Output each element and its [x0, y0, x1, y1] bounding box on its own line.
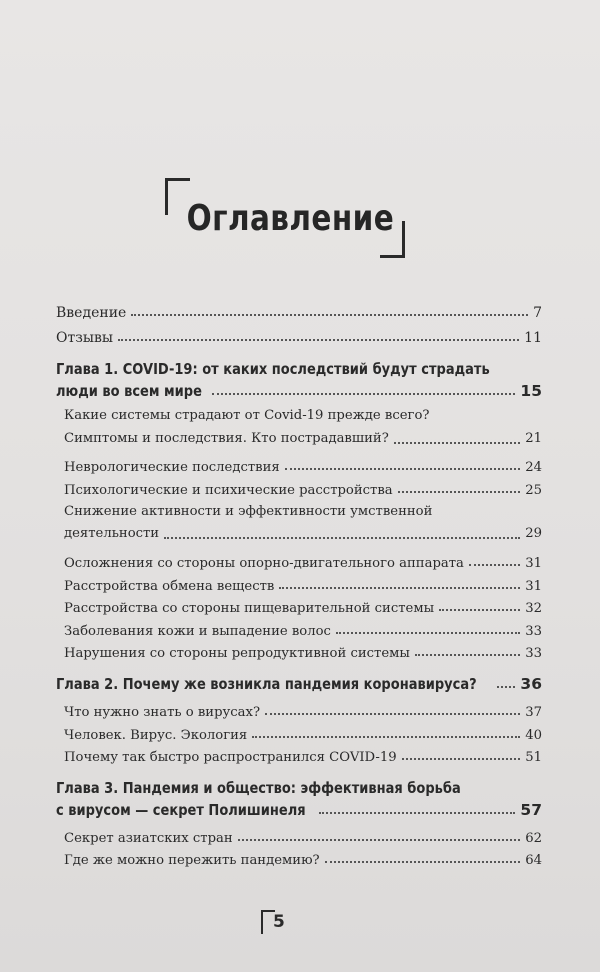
- toc-section[interactable]: [64, 571, 542, 594]
- section-label: Расстройства обмена веществ: [64, 578, 275, 594]
- chapter-page: 57: [520, 801, 542, 820]
- toc-chapter-1[interactable]: [56, 360, 542, 400]
- section-label: Где же можно пережить пандемию?: [64, 853, 320, 869]
- toc-section[interactable]: [64, 502, 542, 545]
- chapter-title: Глава 2. Почему же возникла пандемия коронавируса?: [56, 675, 477, 694]
- toc-section[interactable]: [64, 639, 542, 662]
- section-label: Нарушения со стороны репродуктивной системы: [64, 646, 410, 662]
- dot-leader: [118, 339, 519, 341]
- table-of-contents: [56, 296, 542, 868]
- toc-section[interactable]: [64, 453, 542, 476]
- dot-leader: [394, 442, 520, 444]
- toc-section[interactable]: [64, 720, 542, 743]
- section-page: 21: [525, 430, 542, 446]
- section-label: Заболевания кожи и выпадение волос: [64, 623, 331, 639]
- dot-leader: [265, 713, 520, 715]
- section-label: Расстройства со стороны пищеварительной системы: [64, 601, 435, 617]
- section-page: 40: [525, 727, 542, 743]
- page-folio: [261, 910, 301, 940]
- dot-leader: [252, 736, 520, 738]
- section-label: Почему так быстро распространился COVID-19: [64, 750, 397, 766]
- toc-section[interactable]: [64, 616, 542, 639]
- toc-entry-reviews[interactable]: [56, 321, 542, 346]
- toc-entry-label: Отзывы: [56, 330, 114, 346]
- section-label: Осложнения со стороны опорно-двигательного аппарата: [64, 555, 464, 571]
- toc-section[interactable]: [64, 406, 542, 449]
- chapter-title-line2: люди во всем мире: [56, 382, 202, 400]
- toc-section[interactable]: [64, 823, 542, 846]
- dot-leader: [398, 491, 521, 493]
- section-label-line1: Снижение активности и эффективности умственной: [64, 503, 433, 519]
- section-page: 24: [525, 460, 542, 476]
- toc-entry-intro[interactable]: [56, 296, 542, 321]
- dot-leader: [402, 758, 521, 760]
- section-page: 51: [525, 750, 542, 766]
- dot-leader: [497, 686, 516, 688]
- chapter-title-line1: Глава 1. COVID-19: от каких последствий будут страдать: [56, 360, 490, 378]
- dot-leader: [469, 564, 520, 566]
- toc-section[interactable]: [64, 743, 542, 766]
- toc-section[interactable]: [64, 548, 542, 571]
- section-page: 31: [525, 578, 542, 594]
- dot-leader: [285, 468, 521, 470]
- page-title: Оглавление: [186, 198, 395, 239]
- section-page: 29: [525, 526, 542, 542]
- section-label-line2: Симптомы и последствия. Кто пострадавший?: [64, 430, 389, 446]
- toc-entry-page: 11: [524, 330, 542, 346]
- dot-leader: [319, 812, 515, 814]
- title-frame: [165, 178, 405, 258]
- dot-leader: [279, 587, 520, 589]
- section-page: 25: [525, 482, 542, 498]
- chapter-page: 36: [520, 675, 542, 694]
- dot-leader: [238, 839, 521, 841]
- page-number: 5: [273, 912, 285, 932]
- section-page: 64: [525, 853, 542, 869]
- toc-entry-label: Введение: [56, 305, 127, 321]
- dot-leader: [164, 537, 520, 539]
- dot-leader: [212, 393, 516, 395]
- section-page: 31: [525, 555, 542, 571]
- toc-entry-page: 7: [533, 305, 542, 321]
- toc-section[interactable]: [64, 594, 542, 617]
- section-page: 33: [525, 623, 542, 639]
- section-label: Человек. Вирус. Экология: [64, 727, 248, 743]
- section-page: 37: [525, 704, 542, 720]
- section-label-line2: деятельности: [64, 526, 160, 542]
- toc-section[interactable]: [64, 697, 542, 720]
- section-page: 62: [525, 830, 542, 846]
- dot-leader: [415, 654, 520, 656]
- chapter-page: 15: [520, 382, 542, 400]
- section-page: 32: [525, 601, 542, 617]
- toc-section[interactable]: [64, 475, 542, 498]
- toc-chapter-2[interactable]: [56, 675, 542, 693]
- dot-leader: [131, 314, 528, 316]
- chapter-1-sections: [56, 406, 542, 661]
- section-label: Что нужно знать о вирусах?: [64, 704, 261, 720]
- toc-chapter-3[interactable]: [56, 779, 542, 819]
- section-label: Неврологические последствия: [64, 460, 280, 476]
- section-label: Секрет азиатских стран: [64, 830, 233, 846]
- chapter-title-line1: Глава 3. Пандемия и общество: эффективная борьба: [56, 779, 461, 798]
- dot-leader: [325, 861, 521, 863]
- section-page: 33: [525, 646, 542, 662]
- dot-leader: [439, 609, 520, 611]
- toc-section[interactable]: [64, 846, 542, 869]
- chapter-2-sections: [56, 697, 542, 765]
- chapter-title-line2: с вирусом — секрет Полишинеля: [56, 801, 306, 820]
- dot-leader: [336, 632, 520, 634]
- section-label-line1: Какие системы страдают от Covid-19 прежде всего?: [64, 408, 430, 423]
- section-label: Психологические и психические расстройства: [64, 482, 393, 498]
- chapter-3-sections: [56, 823, 542, 868]
